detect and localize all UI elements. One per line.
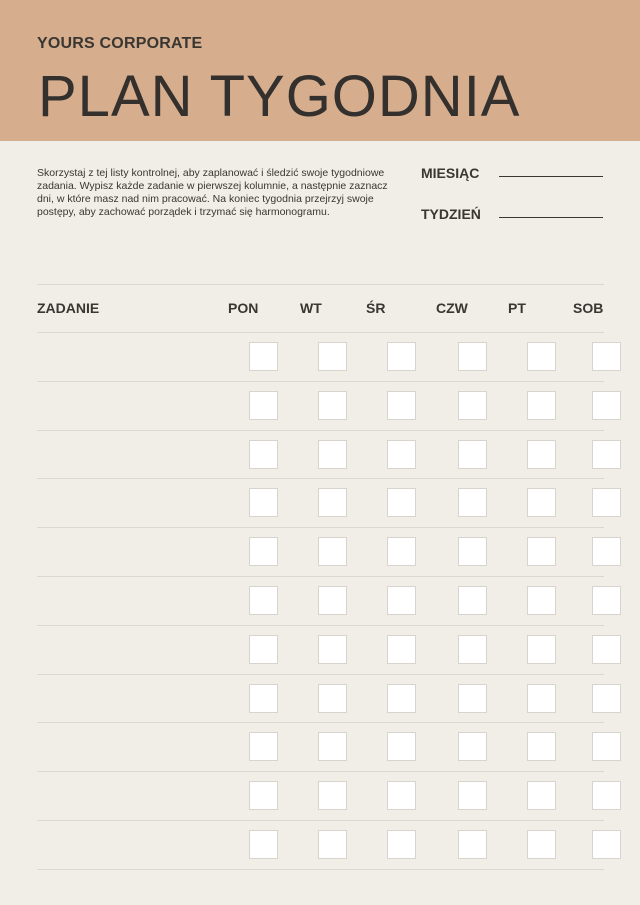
brand-name: YOURS CORPORATE (37, 35, 203, 52)
checkbox-tue[interactable] (318, 781, 347, 810)
week-label: TYDZIEŃ (421, 206, 481, 222)
checkbox-thu[interactable] (458, 830, 487, 859)
checkbox-mon[interactable] (249, 830, 278, 859)
task-column-header: ZADANIE (37, 300, 100, 316)
checkbox-tue[interactable] (318, 586, 347, 615)
checkbox-fri[interactable] (527, 781, 556, 810)
checkbox-tue[interactable] (318, 440, 347, 469)
checkbox-fri[interactable] (527, 635, 556, 664)
checkbox-tue[interactable] (318, 830, 347, 859)
checkbox-tue[interactable] (318, 488, 347, 517)
checkbox-thu[interactable] (458, 342, 487, 371)
checkbox-wed[interactable] (387, 635, 416, 664)
day-header-tue: WT (300, 300, 322, 316)
day-header-mon: PON (228, 300, 259, 316)
task-name-field[interactable] (37, 772, 237, 819)
month-label: MIESIĄC (421, 165, 480, 181)
checkbox-tue[interactable] (318, 635, 347, 664)
checkbox-fri[interactable] (527, 684, 556, 713)
checkbox-tue[interactable] (318, 537, 347, 566)
checkbox-fri[interactable] (527, 488, 556, 517)
task-name-field[interactable] (37, 479, 237, 526)
checkbox-thu[interactable] (458, 684, 487, 713)
task-name-field[interactable] (37, 675, 237, 722)
checkbox-thu[interactable] (458, 537, 487, 566)
checkbox-wed[interactable] (387, 488, 416, 517)
checkbox-sat[interactable] (592, 732, 621, 761)
checkbox-thu[interactable] (458, 732, 487, 761)
task-name-field[interactable] (37, 821, 237, 868)
checkbox-tue[interactable] (318, 684, 347, 713)
checkbox-wed[interactable] (387, 586, 416, 615)
page-title: PLAN TYGODNIA (38, 64, 521, 129)
task-name-field[interactable] (37, 577, 237, 624)
checkbox-mon[interactable] (249, 440, 278, 469)
day-header-thu: CZW (436, 300, 468, 316)
checkbox-wed[interactable] (387, 830, 416, 859)
checkbox-wed[interactable] (387, 537, 416, 566)
task-name-field[interactable] (37, 382, 237, 429)
checkbox-wed[interactable] (387, 732, 416, 761)
checkbox-sat[interactable] (592, 684, 621, 713)
checkbox-mon[interactable] (249, 488, 278, 517)
checkbox-fri[interactable] (527, 732, 556, 761)
task-name-field[interactable] (37, 723, 237, 770)
week-field[interactable] (499, 217, 603, 218)
checkbox-sat[interactable] (592, 537, 621, 566)
checkbox-wed[interactable] (387, 781, 416, 810)
task-name-field[interactable] (37, 431, 237, 478)
checkbox-wed[interactable] (387, 684, 416, 713)
task-name-field[interactable] (37, 528, 237, 575)
checkbox-sat[interactable] (592, 830, 621, 859)
checkbox-mon[interactable] (249, 684, 278, 713)
month-field[interactable] (499, 176, 603, 177)
checkbox-mon[interactable] (249, 586, 278, 615)
checkbox-mon[interactable] (249, 537, 278, 566)
day-header-fri: PT (508, 300, 526, 316)
checkbox-sat[interactable] (592, 440, 621, 469)
checkbox-fri[interactable] (527, 586, 556, 615)
checkbox-wed[interactable] (387, 342, 416, 371)
checkbox-fri[interactable] (527, 537, 556, 566)
task-name-field[interactable] (37, 333, 237, 380)
checkbox-thu[interactable] (458, 586, 487, 615)
checkbox-fri[interactable] (527, 391, 556, 420)
checkbox-sat[interactable] (592, 342, 621, 371)
checkbox-sat[interactable] (592, 635, 621, 664)
day-header-wed: ŚR (366, 300, 386, 316)
checkbox-mon[interactable] (249, 391, 278, 420)
task-name-field[interactable] (37, 626, 237, 673)
checkbox-tue[interactable] (318, 732, 347, 761)
checkbox-tue[interactable] (318, 391, 347, 420)
checkbox-wed[interactable] (387, 440, 416, 469)
checkbox-thu[interactable] (458, 488, 487, 517)
checkbox-sat[interactable] (592, 586, 621, 615)
checkbox-mon[interactable] (249, 781, 278, 810)
checkbox-fri[interactable] (527, 342, 556, 371)
checkbox-wed[interactable] (387, 391, 416, 420)
instructions-text: Skorzystaj z tej listy kontrolnej, aby zaplanować i śledzić swoje tygodniowe zadania. Wypisz każde zadanie w pierwszej kolumnie, a następnie zaznacz dni, w które masz nad nim pracować. Na koniec tygodnia przejrzyj swoje postępy, aby zachować porządek i trzymać się harmonogramu. (37, 167, 388, 218)
checkbox-thu[interactable] (458, 440, 487, 469)
checkbox-thu[interactable] (458, 391, 487, 420)
checkbox-sat[interactable] (592, 391, 621, 420)
day-header-sat: SOB (573, 300, 604, 316)
checkbox-mon[interactable] (249, 732, 278, 761)
checkbox-fri[interactable] (527, 830, 556, 859)
checkbox-fri[interactable] (527, 440, 556, 469)
checkbox-mon[interactable] (249, 342, 278, 371)
row-divider (37, 869, 604, 870)
checkbox-thu[interactable] (458, 781, 487, 810)
checkbox-sat[interactable] (592, 488, 621, 517)
checkbox-sat[interactable] (592, 781, 621, 810)
checkbox-thu[interactable] (458, 635, 487, 664)
header-band (0, 0, 640, 141)
checkbox-tue[interactable] (318, 342, 347, 371)
checkbox-mon[interactable] (249, 635, 278, 664)
table-top-divider (37, 284, 604, 285)
